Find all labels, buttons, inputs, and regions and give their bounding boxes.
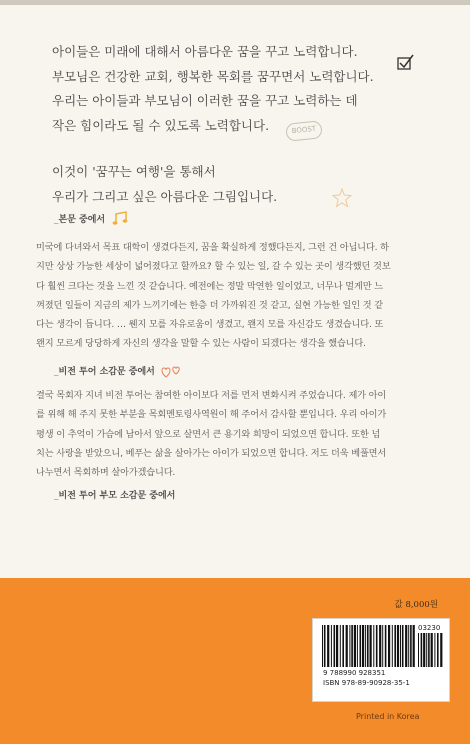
barcode-bar xyxy=(379,625,381,667)
barcode-bar xyxy=(397,625,399,667)
barcode-bar xyxy=(376,625,378,667)
paragraph-line: 결국 목회자 지녀 비전 투어는 참여한 아이보다 저를 먼저 변화시켜 주었습니다. 제가 아이 xyxy=(36,390,387,401)
barcode-bar xyxy=(362,625,364,667)
barcode-bar xyxy=(405,625,407,667)
barcode-bar xyxy=(423,633,425,667)
barcode-bar xyxy=(336,625,338,667)
price-label: 값 8,000원 xyxy=(394,600,438,610)
barcode-bar xyxy=(426,633,427,667)
barcode-bar xyxy=(357,625,358,667)
barcode-bar xyxy=(402,625,404,667)
barcode-bar xyxy=(324,625,326,667)
barcode-bar xyxy=(392,625,393,667)
barcode-bar xyxy=(431,633,433,667)
intro-line: 작은 힘이라도 될 수 있도록 노력합니다. xyxy=(52,117,270,133)
barcode-number: 9 788990 928351 xyxy=(323,669,386,677)
barcode-bar xyxy=(434,633,435,667)
intro-line: 우리가 그리고 싶은 아름다운 그림입니다. xyxy=(52,188,278,204)
intro-line: 아이들은 미래에 대해서 아름다운 꿈을 꾸고 노력합니다. xyxy=(52,44,358,59)
barcode-bar xyxy=(388,625,390,667)
barcode-bar xyxy=(340,625,341,667)
caption-label: 비전 투어 소감문 중에서 xyxy=(58,367,155,377)
caption-dash: _ xyxy=(54,367,59,377)
hearts-doodle-icon xyxy=(160,364,184,382)
star-doodle-icon xyxy=(332,188,352,208)
music-note-icon xyxy=(112,210,128,226)
barcode-bar xyxy=(385,625,387,667)
barcode-bar xyxy=(349,625,350,667)
barcode-bar xyxy=(421,633,423,667)
checkbox-doodle-icon xyxy=(396,54,414,72)
paragraph-line: 나누면서 목회하며 살아가겠습니다. xyxy=(36,467,176,479)
isbn-text: ISBN 978-89-90928-35-1 xyxy=(323,679,410,687)
pencil-doodle-note: BOOST xyxy=(285,120,323,142)
barcode-bar xyxy=(365,625,366,667)
caption-label: 비전 투어 부모 소감문 중에서 xyxy=(58,491,176,501)
paragraph-line: 지만 상상 가능한 세상이 넓어졌다고 할까요? 할 수 있는 일, 갈 수 있는 곳이 생각했던 것보 xyxy=(36,261,391,273)
barcode-bar xyxy=(413,625,415,667)
paragraph-line: 평생 이 추억이 가슴에 남아서 앞으로 살면서 큰 용기와 희망이 되었으면 합니다. 또한 넘 xyxy=(36,428,381,440)
barcode-bar xyxy=(382,625,383,667)
barcode-bar xyxy=(410,625,412,667)
barcode-bar xyxy=(370,625,372,667)
barcode-bar xyxy=(354,625,356,667)
caption-student-essay xyxy=(54,364,155,377)
paragraph-line: 치는 사랑을 받았으니, 베푸는 삶을 살아가는 아이가 되었으면 합니다. 저도 더욱 베풀면서 xyxy=(36,447,387,459)
paragraph-line: 미국에 다녀와서 목표 대학이 생겼다든지, 꿈을 확실하게 정했다든지, 그런 건 아닙니다. 하 xyxy=(36,242,389,253)
intro-line: 우리는 아이들과 부모님이 이러한 꿈을 꾸고 노력하는 데 xyxy=(52,93,358,108)
caption-parent-essay xyxy=(54,488,175,501)
caption-dash: _ xyxy=(54,215,59,225)
paragraph-line: 다는 생각이 듭니다. … 웬지 모를 자유로움이 생겼고, 왠지 모를 자신감도 생겼습니다. 또 xyxy=(36,319,384,331)
intro-line: 이것이 '꿈꾸는 여행'을 통해서 xyxy=(52,164,216,179)
intro-line: 부모님은 건강한 교회, 행복한 목회를 꿈꾸면서 노력합니다. xyxy=(52,68,374,84)
barcode-bar xyxy=(322,625,323,667)
barcode-bar xyxy=(428,633,430,667)
barcode-bar xyxy=(331,625,332,667)
caption-main-text xyxy=(54,212,105,225)
paragraph-line: 껴졌던 일들이 지금의 제가 느끼기에는 한층 더 가까워진 것 같고, 실현 가능한 일인 것 같 xyxy=(36,299,383,311)
barcode-addon-number: 03230 xyxy=(418,624,441,632)
barcode-bar xyxy=(351,625,353,667)
quote-paragraph-student xyxy=(36,238,436,354)
barcode-bar xyxy=(400,625,401,667)
barcode-bar xyxy=(346,625,348,667)
page-top-edge xyxy=(0,0,470,5)
barcode-bar xyxy=(360,625,362,667)
printed-in-korea: Printed in Korea xyxy=(356,712,420,721)
paragraph-line: 를 위해 해 주지 못한 부분을 목회멘토링사역원이 해 주어서 감사할 뿐입니다. 우리 아이가 xyxy=(36,409,387,421)
barcode-bar xyxy=(334,625,336,667)
paragraph-line: 왠지 모르게 당당하게 자신의 생각을 말할 수 있는 사람이 되겠다는 생각을 했습니다. xyxy=(36,338,366,350)
paragraph-line: 다 훨씬 크다는 것을 느낀 것 같습니다. 예전에는 정말 막연한 일이었고, 너무나 멀게만 느 xyxy=(36,280,383,292)
barcode-bar xyxy=(327,625,329,667)
barcode-bar xyxy=(394,625,396,667)
quote-paragraph-parent xyxy=(36,386,436,482)
barcode-bar xyxy=(373,625,374,667)
caption-label: 본문 중에서 xyxy=(58,215,106,225)
barcode-bar xyxy=(342,625,344,667)
isbn-barcode xyxy=(321,625,415,667)
barcode-bar xyxy=(367,625,369,667)
barcode-bar xyxy=(437,633,439,667)
barcode-bar xyxy=(408,625,409,667)
barcode-bar xyxy=(440,633,442,667)
intro-text xyxy=(52,40,412,209)
barcode-panel xyxy=(312,618,450,702)
barcode-bar xyxy=(418,633,419,667)
caption-dash: _ xyxy=(54,491,59,501)
barcode-addon xyxy=(417,633,443,667)
